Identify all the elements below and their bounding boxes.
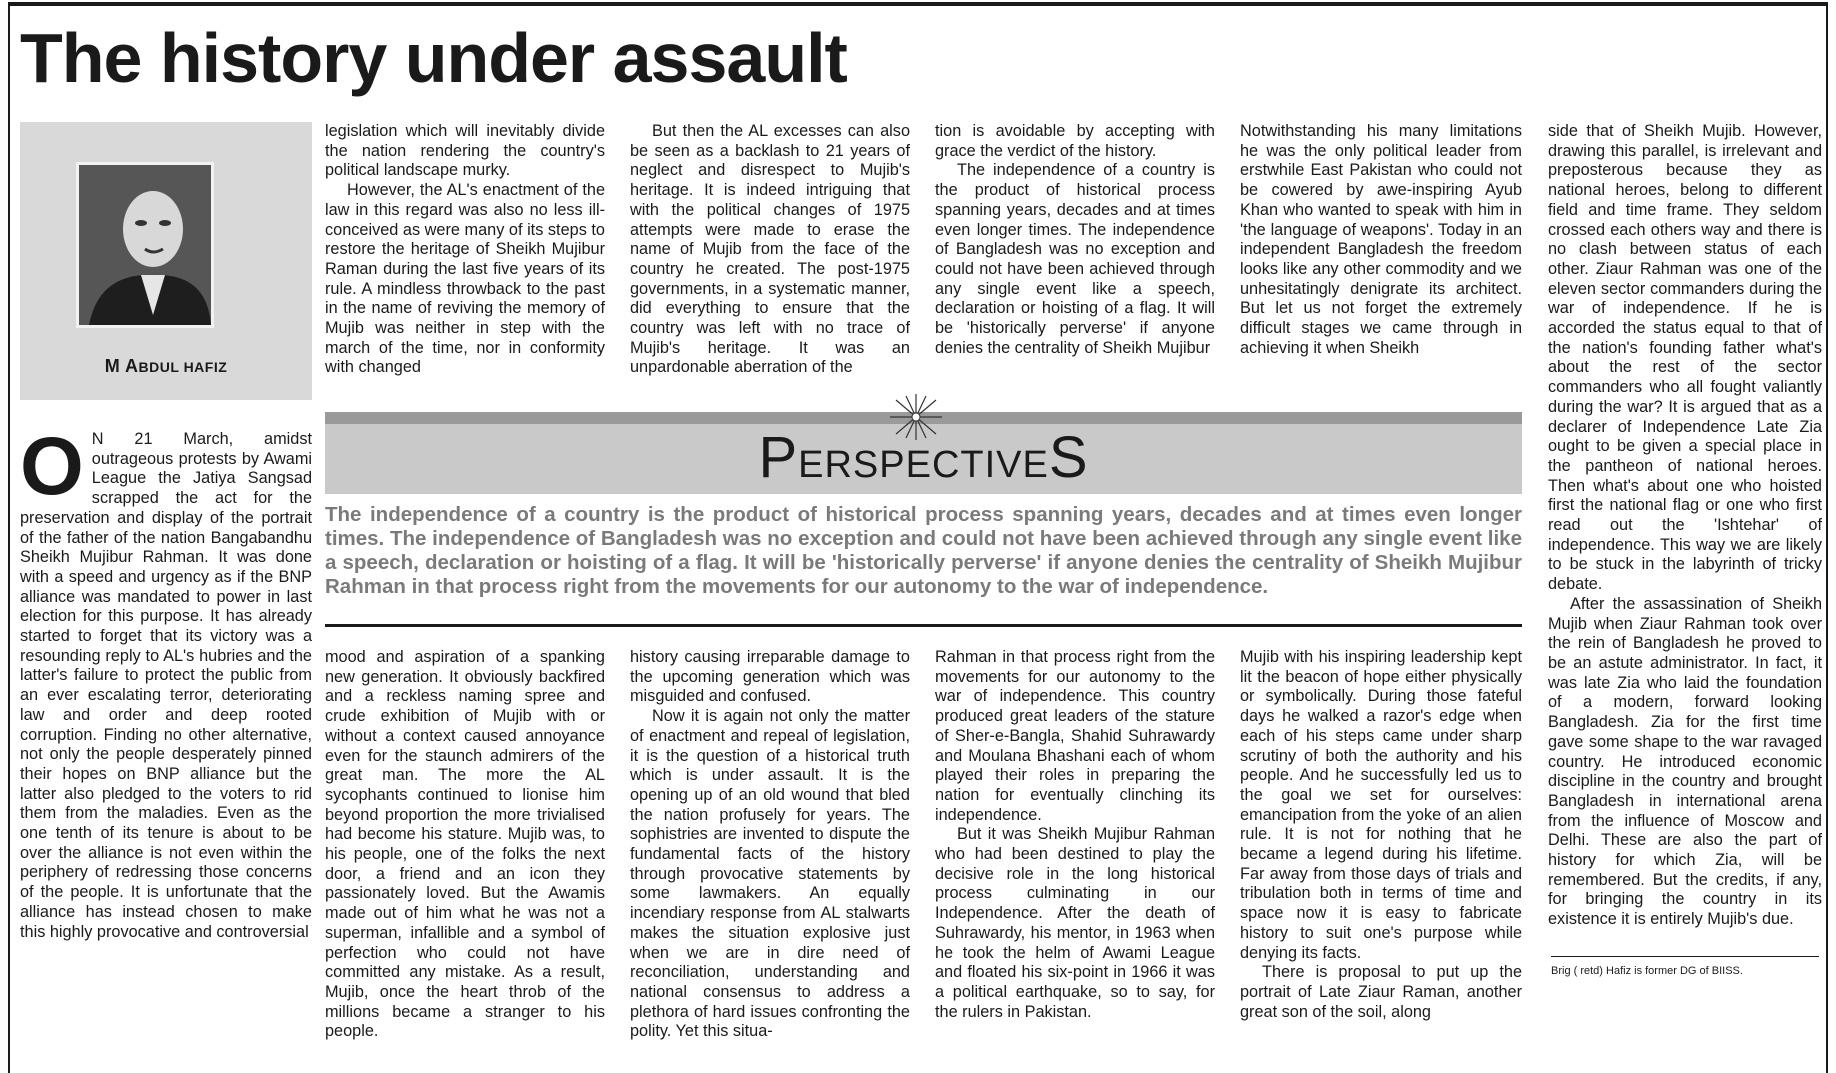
column-2-bottom: [325, 648, 605, 1042]
paragraph: There is proposal to put up the portrait of Late Ziaur Raman, another great son of the soil, along: [1240, 963, 1522, 1021]
paragraph: After the assassination of Sheikh Mujib when Ziaur Rahman took over the rein of Bangladesh he proved to be an astute administrator. In fact, it was late Zia who laid the foundation of a modern, forward looking Bangladesh. Zia for the first time gave some shape to the war ravaged country. He introduced economic discipline in the country and brought Bangladesh in international arena from the influence of Moscow and Delhi. These are also the part of history for which Zia, will be remembered. But the credits, if any, for bringing the country in its existence it is entirely Mujib's due.: [1548, 594, 1822, 929]
note-rule: [1551, 956, 1819, 957]
paragraph: tion is avoidable by accepting with grace the verdict of the history.: [935, 122, 1215, 160]
left-rule: [8, 2, 10, 1073]
column-5-bottom: [1240, 648, 1522, 1022]
paragraph: The independence of a country is the product of historical process spanning years, decades and at times even longer times. The independence of Bangladesh was no exception and could not have been achieved through any single event like a speech, declaration or hoisting of a flag. It will be 'historically perverse' if anyone denies the centrality of Sheikh Mujibur: [935, 161, 1215, 357]
paragraph: Now it is again not only the matter of enactment and repeal of legislation, it is the question of a historical truth which is under assault. It is the opening up of an old wound that bled the nation profusely for years. The sophistries are invented to dispute the fundamental facts of the history through provocative statements by some lawmakers. An equally incendiary response from AL stalwarts makes the situation explosive just when we are in dire need of reconciliation, understanding and national consensus to address a plethora of hard issues confronting the polity. Yet this situa-: [630, 707, 910, 1041]
column-3-bottom: [630, 648, 910, 1042]
pull-quote-rule: [325, 624, 1522, 627]
paragraph: Rahman in that process right from the movements for our autonomy to the war of independence. This country produced great leaders of the stature of Sher-e-Bangla, Shahid Suhrawardy and Moulana Bhashani each of whom played their roles in preparing the nation for eventually clinching its independence.: [935, 648, 1215, 824]
pull-quote: The independence of a country is the product of historical process spanning years, decades and at times even longer times. The independence of Bangladesh was no exception and could not have been achieved through any single event like a speech, declaration or hoisting of a flag. It will be 'historically perverse' if anyone denies the centrality of Sheikh Mujibur Rahman in that process right from the movements for our autonomy to the war of independence.: [325, 503, 1522, 598]
column-1-text: N 21 March, amidst outrageous protests by Awami League the Jatiya Sangsad scrapped the act for the preservation and display of the portrait of the father of the nation Bangabandhu Sheikh Mujibur Rahman. It was done with a speed and urgency as if the BNP alliance was mandated to power in last election for this purpose. It has already started to forget that its victory was a resounding reply to AL's hubries and the latter's failure to protect the public from an ever escalating terror, deteriorating law and order and deep rooted corruption. Finding no other alternative, not only the people desperately pinned their hopes on BNP alliance but the latter also pledged to the voters to rid them from the maladies. Even as the one tenth of its tenure is about to be over the alliance is not even within the periphery of redressing those concerns of the people. It is unfortunate that the alliance has instead chosen to make this highly provocative and controversial: [20, 430, 312, 941]
paragraph: side that of Sheikh Mujib. However, drawing this parallel, is irrelevant and preposterous because they as national heroes, belong to different field and time frame. They seldom crossed each others way and there is no clash between status of each other. Ziaur Rahman was one of the eleven sector commanders during the war of independence. If he is accorded the status equal to that of the nation's founding father what's about the rest of the sector commanders who all fought valiantly during the war? It is argued that as a declarer of Independence Late Zia ought to be given a special place in the pantheon of national heroes. Then what's about one who hoisted first the national flag or one who first read out the 'Ishtehar' of independence. This way we are likely to be stuck in the labyrinth of tricky debate.: [1548, 122, 1822, 594]
headline: The history under assault: [20, 19, 847, 97]
top-rule: [8, 2, 1828, 6]
paragraph: But it was Sheikh Mujibur Rahman who had been destined to play the decisive role in the long historical process culminating in our Independence. After the death of Suhrawardy, his mentor, in 1963 when he took the helm of Awami League and floated his six-point in 1966 it was a political earthquake, so to say, for the rulers in Pakistan.: [935, 825, 1215, 1021]
column-2-top: [325, 122, 605, 378]
column-3-top: [630, 122, 910, 378]
right-rule: [1826, 2, 1828, 1073]
byline-box: [20, 122, 312, 400]
author-note: Brig ( retd) Hafiz is former DG of BIISS.: [1551, 965, 1743, 977]
paragraph: history causing irreparable damage to the upcoming generation which was misguided and confused.: [630, 648, 910, 706]
paragraph: Mujib with his inspiring leadership kept lit the beacon of hope either physically or symbolically. During those fateful days he walked a razor's edge when each of his steps came under sharp scrutiny of both the authority and his people. And he successfully led us to the goal we set for ourselves: emancipation from the yoke of an alien rule. It is not for nothing that he became a legend during his lifetime. Far away from those days of trials and tribulation both in terms of time and space now it is easy to fabricate history to suit one's purpose while denying its facts.: [1240, 648, 1522, 962]
section-title: PERSPECTIVES: [758, 425, 1089, 490]
author-photo: [76, 162, 214, 328]
author-byline: M ABDUL HAFIZ: [104, 356, 228, 376]
column-4-top: [935, 122, 1215, 358]
column-5-top: [1240, 122, 1522, 358]
column-1: [20, 421, 312, 942]
paragraph: Notwithstanding his many limitations he was the only political leader from erstwhile East Pakistan who could not be cowered by awe-inspiring Ayub Khan who wanted to speak with him in 'the language of weapons'. Today in an independent Bangladesh the freedom looks like any other commodity and we unhesitatingly denigrate its architect. But let us not forget the extremely difficult stages we came through in achieving it when Sheikh: [1240, 122, 1522, 357]
paragraph: But then the AL excesses can also be seen as a backlash to 21 years of neglect and disrespect to Mujib's heritage. It is indeed intriguing that with the political changes of 1975 attempts were made to erase the name of Mujib from the face of the country he created. The post-1975 governments, in a systematic manner, did everything to ensure that the country was left with no trace of Mujib's heritage. It was an unpardonable aberration of the: [630, 122, 910, 377]
paragraph: However, the AL's enactment of the law in this regard was also no less ill-conceived as were many of its steps to restore the heritage of Sheikh Mujibur Raman during the last five years of its rule. A mindless throwback to the past in the name of reviving the memory of Mujib was neither in step with the march of the time, nor in conformity with changed: [325, 181, 605, 377]
drop-cap: O: [20, 421, 84, 512]
paragraph: legislation which will inevitably divide the nation rendering the country's political landscape murky.: [325, 122, 605, 180]
column-4-bottom: [935, 648, 1215, 1022]
column-6: [1548, 122, 1822, 930]
paragraph: mood and aspiration of a spanking new generation. It obviously backfired and a reckless naming spree and crude exhibition of Mujib with or without a context caused annoyance even for the staunch admirers of the great man. The more the AL sycophants continued to lionise him beyond proportion the more trivialised had become his stature. Mujib was, to his people, one of the folks the next door, a friend and an icon they passionately loved. But the Awamis made out of him what he was not a superman, infallible and a symbol of perfection who could not have committed any mistake. As a result, Mujib, once the heart throb of the millions became a stranger to his people.: [325, 648, 605, 1041]
